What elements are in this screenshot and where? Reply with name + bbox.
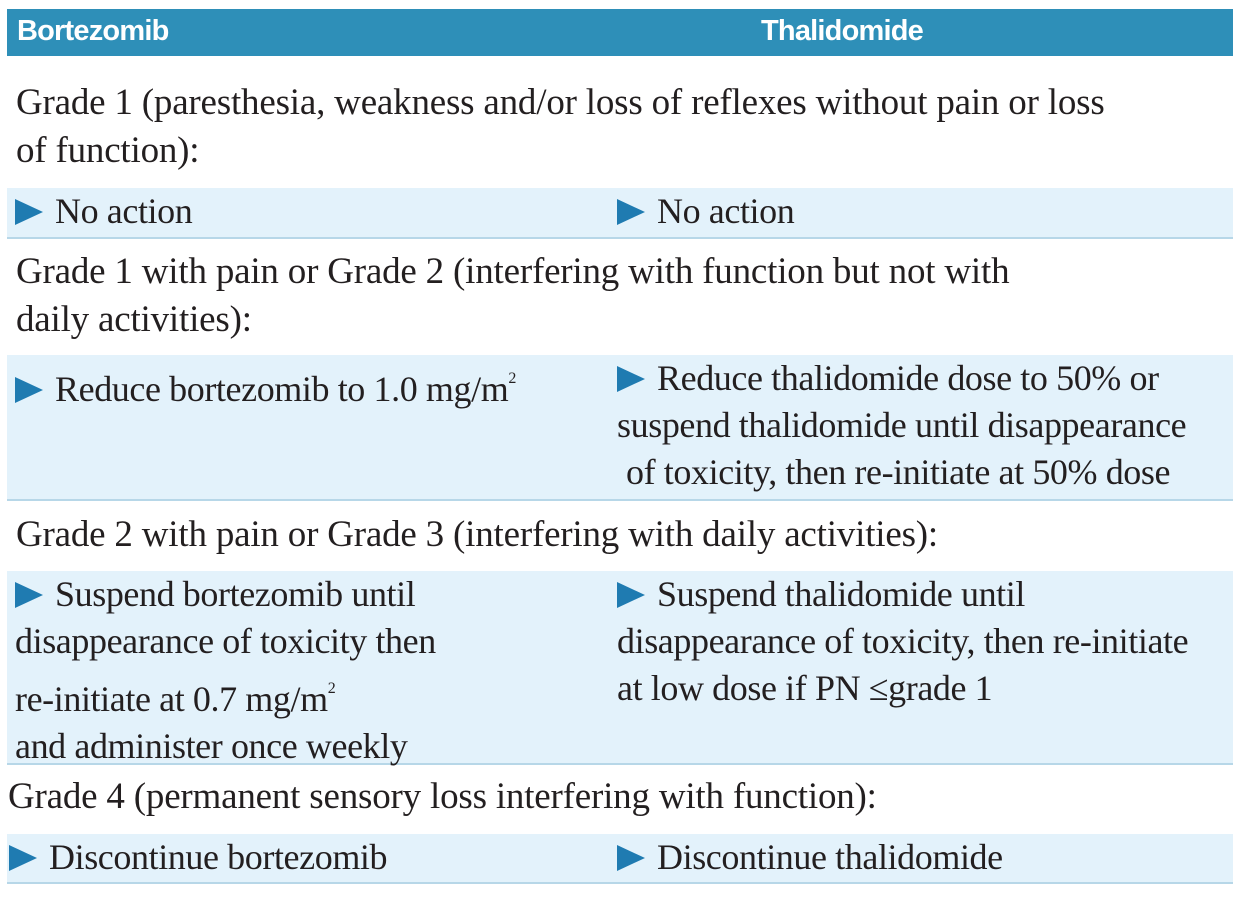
cell-line	[617, 355, 1186, 402]
grade-2-thalidomide-cell	[617, 355, 1186, 496]
cell-text: Discontinue thalidomide	[657, 837, 1003, 877]
grade-3-row	[7, 571, 1233, 765]
grade-3-heading-line: Grade 2 with pain or Grade 3 (interfering with daily activities):	[16, 514, 938, 555]
superscript: 2	[508, 370, 516, 387]
column-header-thalidomide: Thalidomide	[761, 15, 923, 47]
cell-line: at low dose if PN ≤grade 1	[617, 668, 993, 708]
grade-2-row	[7, 355, 1233, 501]
triangle-right-icon	[9, 845, 37, 871]
cell-line: disappearance of toxicity then	[15, 621, 436, 661]
cell-text: Suspend bortezomib until	[55, 574, 416, 614]
grade-1-heading-line: Grade 1 (paresthesia, weakness and/or loss of reflexes without pain or loss	[16, 82, 1105, 123]
cell-text: No action	[55, 191, 193, 231]
cell-line	[15, 665, 436, 723]
cell-line: and administer once weekly	[15, 726, 408, 766]
grade-3-bortezomib-cell	[15, 571, 436, 770]
cell-text: No action	[657, 191, 795, 231]
grade-2-heading	[16, 248, 1226, 344]
grade-1-row	[7, 188, 1233, 239]
grade-4-bortezomib-cell	[9, 834, 387, 881]
cell-line: suspend thalidomide until disappearance	[617, 405, 1187, 445]
grade-2-heading-line: daily activities):	[16, 299, 252, 340]
grade-4-thalidomide-cell	[617, 834, 1003, 881]
grade-3-heading	[16, 511, 1226, 559]
grade-1-thalidomide-cell	[617, 188, 794, 235]
grade-4-heading	[8, 773, 1218, 821]
grade-4-row	[7, 834, 1233, 884]
grade-1-heading-line: of function):	[16, 130, 200, 171]
grade-1-bortezomib-cell	[15, 188, 192, 235]
grade-2-heading-line: Grade 1 with pain or Grade 2 (interfering with function but not with	[16, 251, 1010, 292]
grade-3-thalidomide-cell	[617, 571, 1188, 712]
superscript: 2	[327, 680, 336, 697]
cell-text: re-initiate at 0.7 mg/m	[15, 679, 328, 719]
cell-text: Reduce thalidomide dose to 50% or	[657, 358, 1159, 398]
triangle-right-icon	[15, 582, 43, 608]
triangle-right-icon	[15, 377, 43, 403]
grade-1-heading	[16, 79, 1226, 175]
grade-2-bortezomib-cell	[15, 355, 516, 413]
cell-line: disappearance of toxicity, then re-initiate	[617, 621, 1189, 661]
cell-text: Discontinue bortezomib	[49, 837, 388, 877]
cell-text: Suspend thalidomide until	[657, 574, 1025, 614]
cell-line: of toxicity, then re-initiate at 50% dose	[626, 452, 1171, 492]
cell-line	[15, 571, 436, 618]
cell-text: Reduce bortezomib to 1.0 mg/m	[55, 369, 509, 409]
table-header	[7, 9, 1233, 56]
triangle-right-icon	[617, 582, 645, 608]
grade-4-heading-line: Grade 4 (permanent sensory loss interfering with function):	[8, 776, 877, 817]
triangle-right-icon	[15, 199, 43, 225]
triangle-right-icon	[617, 199, 645, 225]
column-header-bortezomib: Bortezomib	[17, 15, 169, 47]
triangle-right-icon	[617, 845, 645, 871]
cell-line	[617, 571, 1188, 618]
triangle-right-icon	[617, 366, 645, 392]
